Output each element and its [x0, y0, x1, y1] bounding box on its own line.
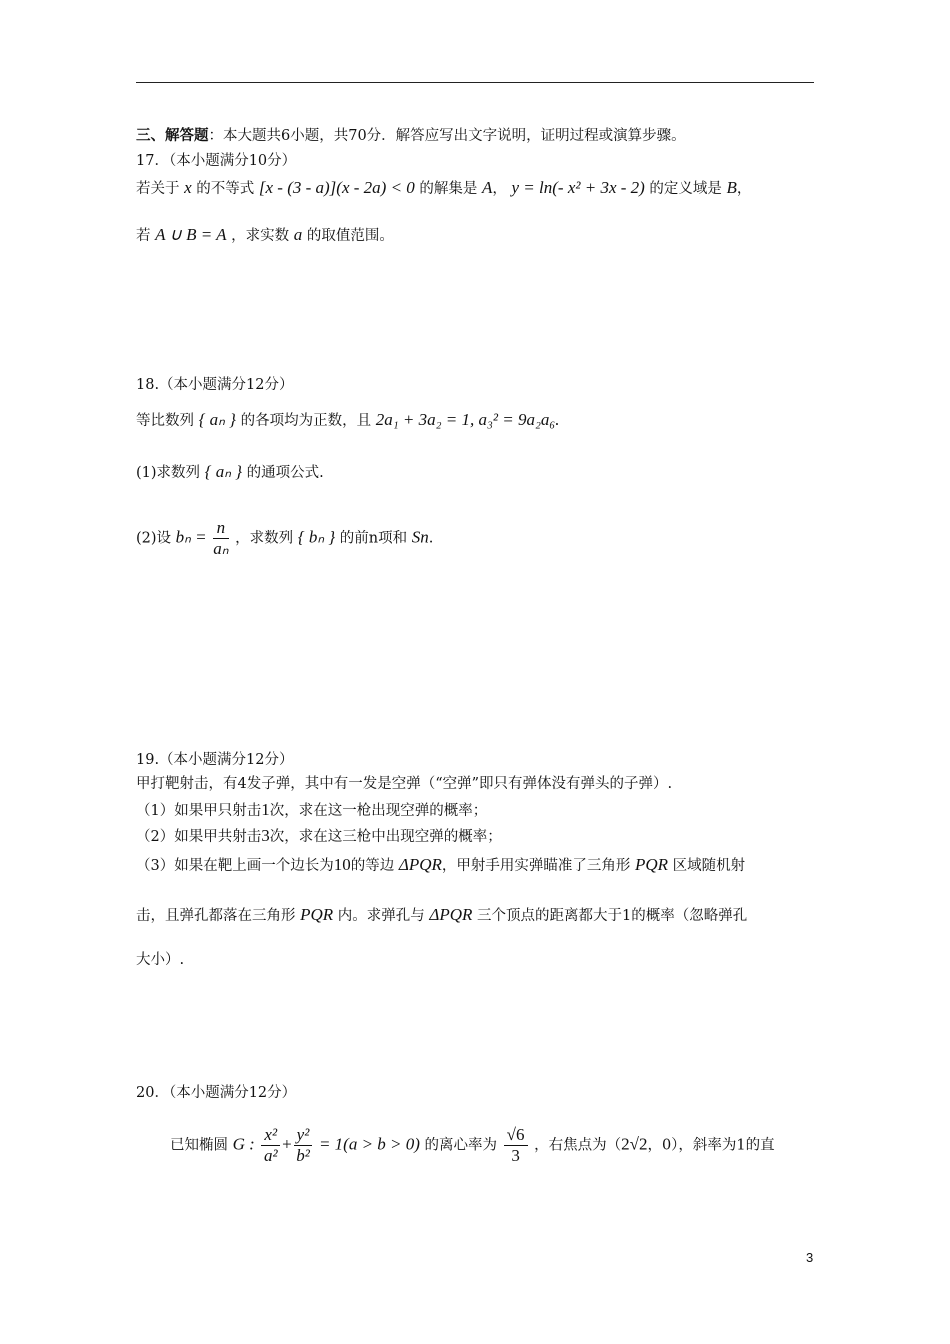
q18-text-a: 等比数列	[136, 413, 194, 429]
q19-triangle-2: ΔPQR	[429, 905, 473, 924]
q18-seq-b: { bₙ }	[297, 527, 336, 547]
q17-var-x: x	[184, 178, 192, 197]
q18-part1-seq-a: { aₙ }	[204, 462, 243, 481]
q17-line1	[136, 178, 751, 199]
q18-period: .	[428, 530, 434, 547]
q20-line1	[170, 1125, 775, 1166]
q19-p3-text-g: 三个顶点的距离都大于1的概率（忽略弹孔	[477, 908, 748, 924]
q19-p3-text-b: 的等边	[350, 858, 395, 874]
q19-p1-text-a: （1）如果甲只射击	[136, 803, 262, 819]
q18-bn-lhs: bₙ =	[175, 527, 207, 547]
q18-fraction-num: n	[213, 518, 228, 539]
q20-equation-rest: = 1(a > b > 0)	[318, 1134, 420, 1154]
q19-title: 19.（本小题满分12分）	[136, 752, 294, 768]
q20-text-c: ，右焦点为（	[534, 1137, 622, 1154]
q18-fraction	[213, 518, 228, 559]
q20-frac-x-num: x²	[261, 1125, 280, 1146]
q17-set-b: B	[726, 178, 737, 197]
q19-p2-text-a: （2）如果甲共射击	[136, 829, 262, 845]
q18-condition: 2a₁ + 3a₂ = 1, a₃² = 9a₂a₆.	[375, 410, 560, 429]
q19-p3-text-f: 内。求弹孔与	[337, 908, 425, 924]
q20-ellipse-name: G :	[232, 1134, 255, 1154]
q17-text-a: 若关于	[136, 181, 180, 197]
q19-pqr-1: PQR	[634, 855, 669, 874]
q19-p1-number: 1	[261, 800, 270, 819]
q17-function: y = ln(- x² + 3x - 2)	[511, 178, 645, 197]
q18-part1	[136, 462, 324, 483]
q18-sn: Sn	[411, 527, 429, 547]
q20-frac-y	[294, 1125, 313, 1166]
q19-part3-line1	[136, 855, 745, 876]
q18-part2-text-b: ，求数列	[235, 530, 294, 547]
q20-text-b: 的离心率为	[424, 1137, 498, 1154]
q18-part2	[136, 518, 433, 559]
q20-focus: 2√2	[621, 1134, 648, 1154]
q18-part1-text-a: (1)求数列	[136, 465, 201, 481]
q17-text-b: 的不等式	[196, 181, 255, 197]
q17-var-a: a	[293, 225, 303, 244]
q18-part1-text-b: 的通项公式.	[246, 465, 324, 481]
q17-comma1: ，	[492, 181, 507, 197]
q18-seq-a: { aₙ }	[198, 410, 236, 429]
q19-part1	[136, 800, 487, 821]
q18-text-b: 的各项均为正数，且	[240, 413, 372, 429]
q17-line2	[136, 225, 394, 246]
q17-text-e: 若	[136, 228, 151, 244]
q17-text-f: ，求实数	[231, 228, 290, 244]
q20-ecc-den: 3	[511, 1146, 520, 1165]
q20-ecc-num: √6	[504, 1125, 528, 1146]
q17-text-d: 的定义域是	[649, 181, 722, 197]
q20-title: 20．（本小题满分12分）	[136, 1085, 297, 1101]
q20-frac-x-den: a²	[263, 1146, 278, 1165]
q19-p2-text-b: 次，求在这三枪中出现空弹的概率；	[269, 829, 502, 845]
section-heading-title: 三、解答题	[136, 127, 209, 144]
q17-text-g: 的取值范围。	[306, 228, 394, 244]
q20-frac-y-den: b²	[296, 1146, 310, 1165]
q17-union: A ∪ B = A	[155, 225, 227, 244]
q18-title: 18.（本小题满分12分）	[136, 377, 294, 393]
q17-set-a: A	[482, 178, 493, 197]
q19-p2-number: 3	[261, 826, 270, 845]
q18-fraction-den: aₙ	[213, 539, 229, 558]
q18-line1	[136, 410, 560, 431]
q19-pqr-2: PQR	[300, 905, 334, 924]
q20-text-a: 已知椭圆	[170, 1137, 228, 1154]
q19-part3-line2	[136, 905, 747, 926]
section-heading	[136, 126, 686, 146]
header-rule	[136, 82, 814, 83]
q19-p3-text-d: 区域随机射	[672, 858, 746, 874]
q19-p3-number: 10	[333, 855, 351, 874]
q19-p1-text-b: 次，求在这一枪出现空弹的概率；	[269, 803, 488, 819]
q20-text-d: ，0），斜率为1的直	[647, 1137, 775, 1154]
q20-plus: +	[282, 1134, 292, 1154]
q20-frac-y-num: y²	[294, 1125, 313, 1146]
q17-title: 17．（本小题满分10分）	[136, 153, 297, 169]
q19-p3-text-a: （3）如果在靶上画一个边长为	[136, 858, 334, 874]
q18-part2-text-a: (2)设	[136, 530, 172, 547]
q17-inequality: [x - (3 - a)](x - 2a) < 0	[258, 178, 415, 197]
q18-part2-text-c: 的前n项和	[339, 530, 408, 547]
section-heading-intro: ：本大题共6小题，共70分．解答应写出文字说明，证明过程或演算步骤。	[208, 128, 686, 144]
q19-part3-line3: 大小）.	[136, 952, 185, 968]
q19-line1: 甲打靶射击，有4发子弹，其中有一发是空弹（“空弹”即只有弹体没有弹头的子弹）.	[136, 776, 673, 792]
q19-p3-text-e: 击，且弹孔都落在三角形	[136, 908, 296, 924]
q17-comma2: ，	[736, 181, 752, 197]
q19-part2	[136, 826, 502, 847]
q19-triangle-1: ΔPQR	[398, 855, 442, 874]
q19-p3-text-c: ，甲射手用实弹瞄准了三角形	[441, 858, 631, 874]
q17-text-c: 的解集是	[419, 181, 478, 197]
q20-eccentricity	[504, 1125, 528, 1166]
page-number: 3	[806, 1250, 814, 1265]
q20-frac-x	[261, 1125, 280, 1166]
